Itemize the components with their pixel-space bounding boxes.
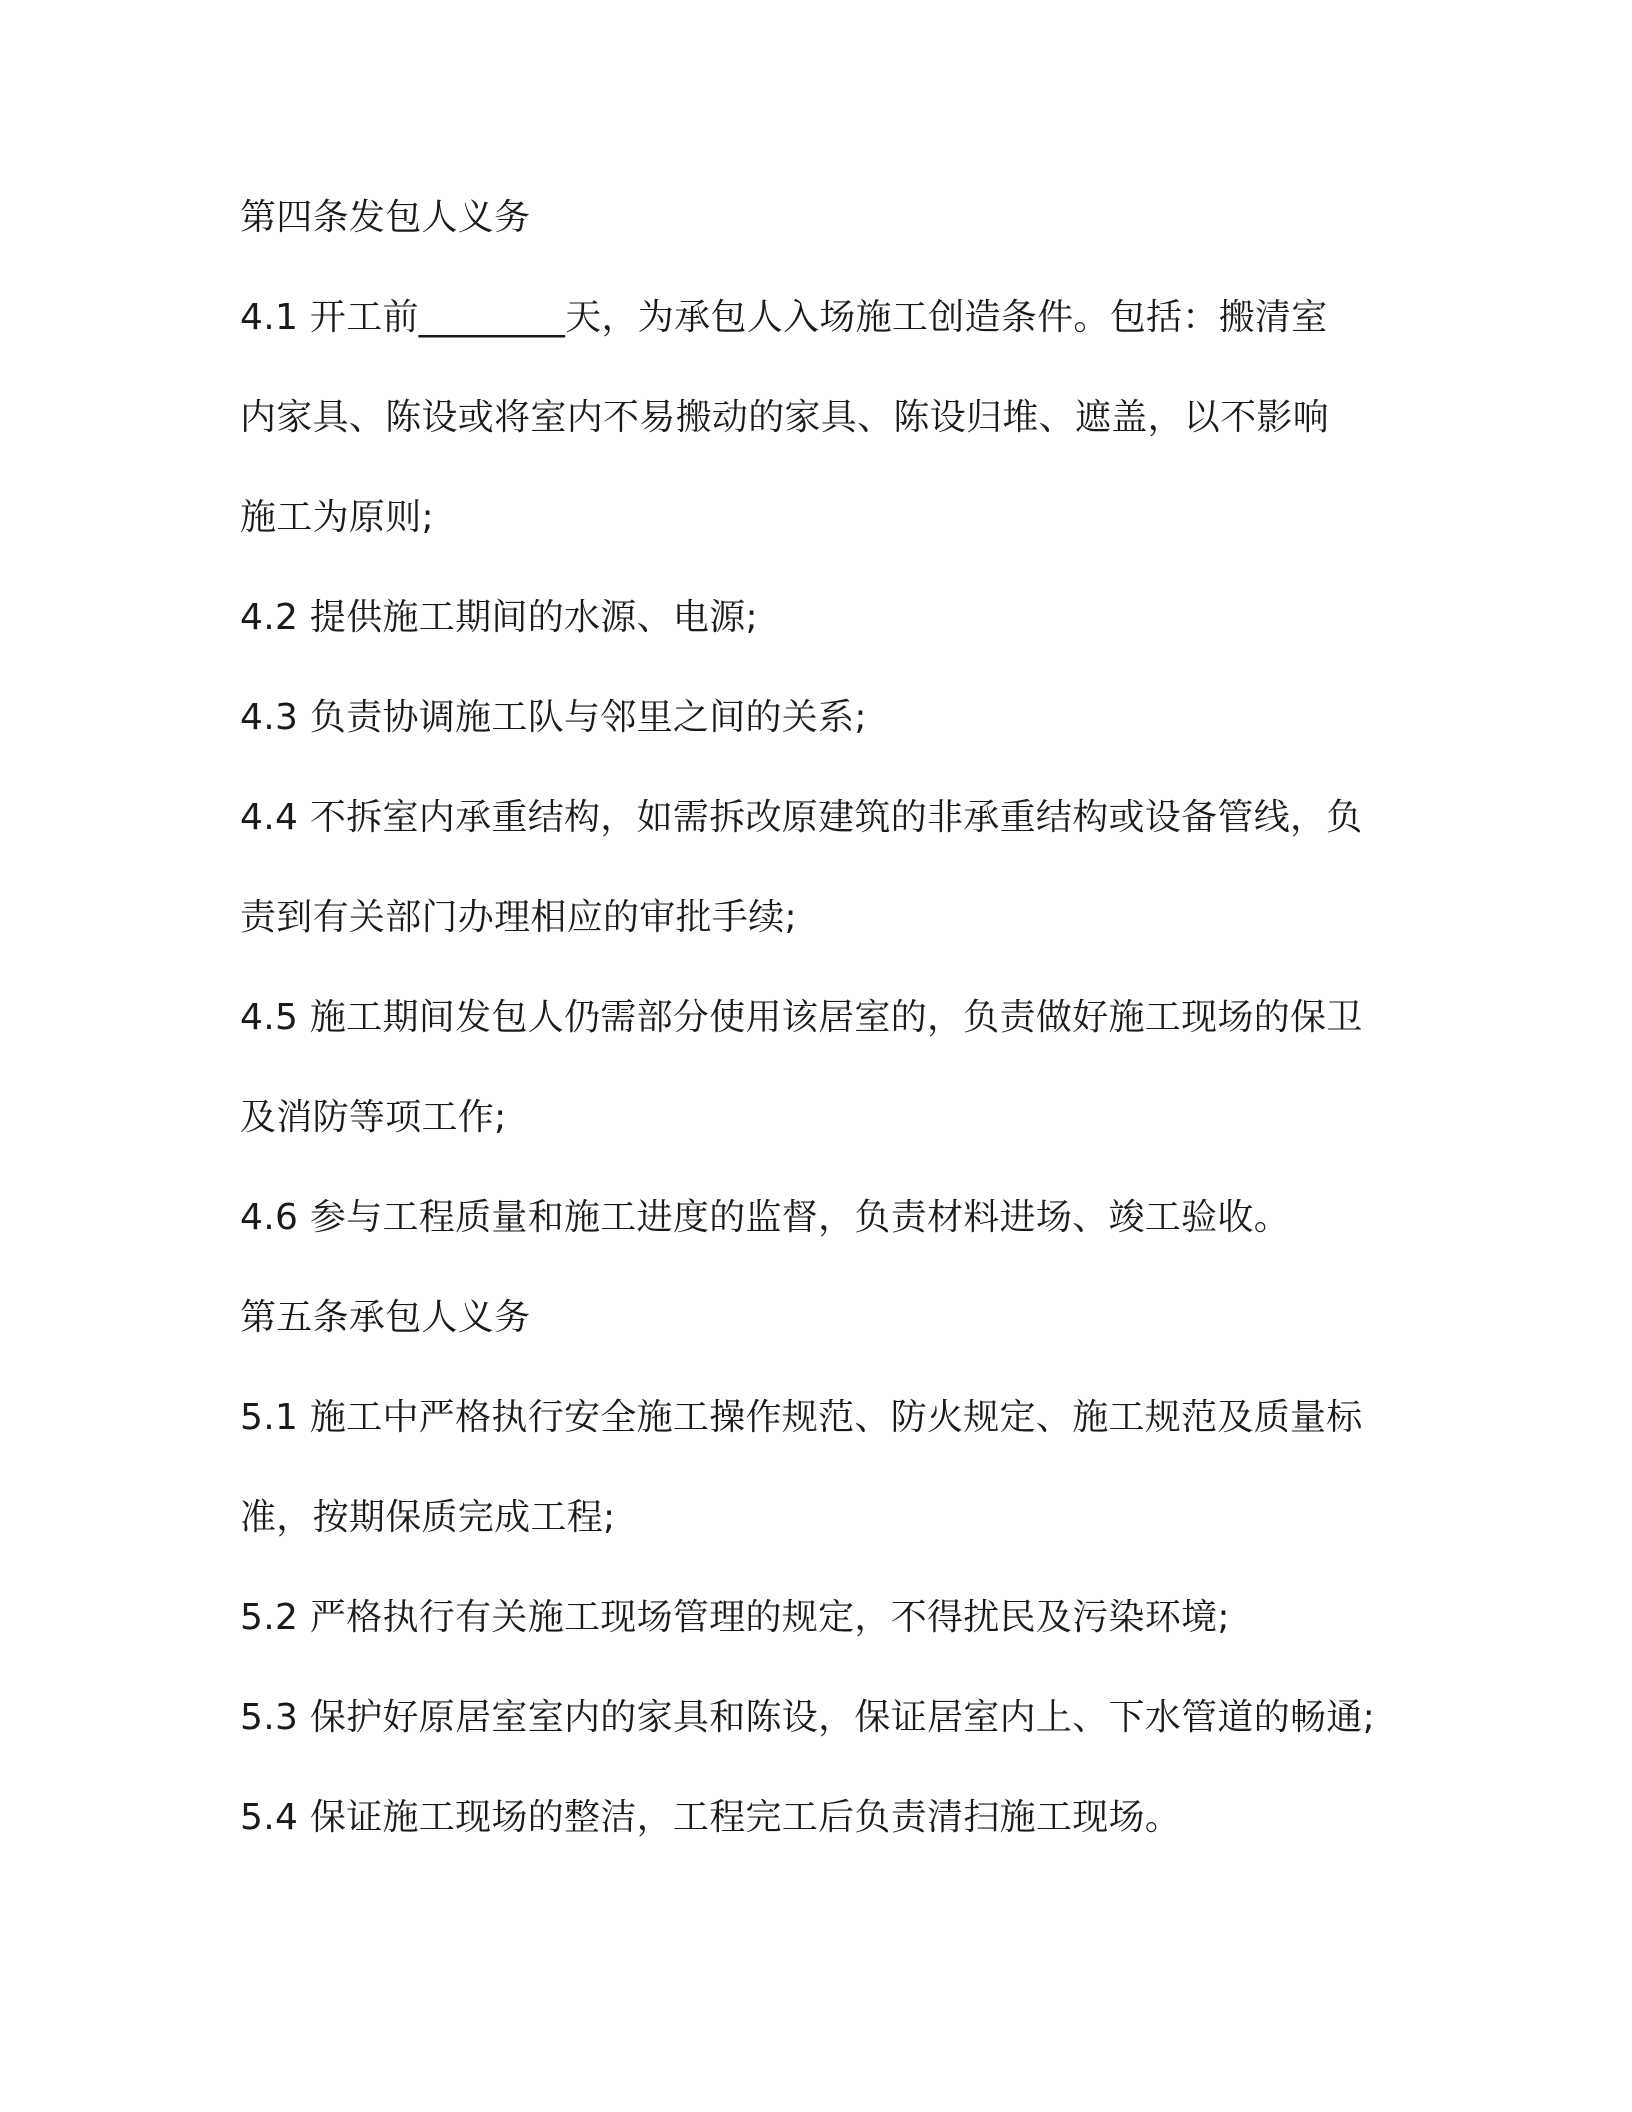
clause-4-2: 4.2 提供施工期间的水源、电源;: [240, 597, 758, 638]
clause-5-1-line-2: 准，按期保质完成工程;: [240, 1497, 616, 1538]
article-5-heading: 第五条承包人义务: [240, 1297, 531, 1338]
clause-4-1-line-2: 内家具、陈设或将室内不易搬动的家具、陈设归堆、遮盖，以不影响: [240, 397, 1330, 438]
clause-5-3: 5.3 保护好原居室室内的家具和陈设，保证居室内上、下水管道的畅通;: [240, 1697, 1376, 1738]
clause-5-1-line-1: 5.1 施工中严格执行安全施工操作规范、防火规定、施工规范及质量标: [240, 1397, 1363, 1438]
article-4-heading: 第四条发包人义务: [240, 197, 531, 238]
clause-4-1-line-1: 4.1 开工前________天，为承包人入场施工创造条件。包括：搬清室: [240, 297, 1328, 338]
clause-4-5-line-2: 及消防等项工作;: [240, 1097, 507, 1138]
clause-4-5-line-1: 4.5 施工期间发包人仍需部分使用该居室的，负责做好施工现场的保卫: [240, 997, 1363, 1038]
clause-5-2: 5.2 严格执行有关施工现场管理的规定，不得扰民及污染环境;: [240, 1597, 1230, 1638]
clause-4-1-line-3: 施工为原则;: [240, 497, 434, 538]
clause-4-4-line-2: 责到有关部门办理相应的审批手续;: [240, 897, 797, 938]
clause-4-4-line-1: 4.4 不拆室内承重结构，如需拆改原建筑的非承重结构或设备管线，负: [240, 797, 1363, 838]
clause-4-3: 4.3 负责协调施工队与邻里之间的关系;: [240, 697, 867, 738]
clause-4-6: 4.6 参与工程质量和施工进度的监督，负责材料进场、竣工验收。: [240, 1197, 1290, 1238]
clause-5-4: 5.4 保证施工现场的整洁，工程完工后负责清扫施工现场。: [240, 1797, 1182, 1838]
